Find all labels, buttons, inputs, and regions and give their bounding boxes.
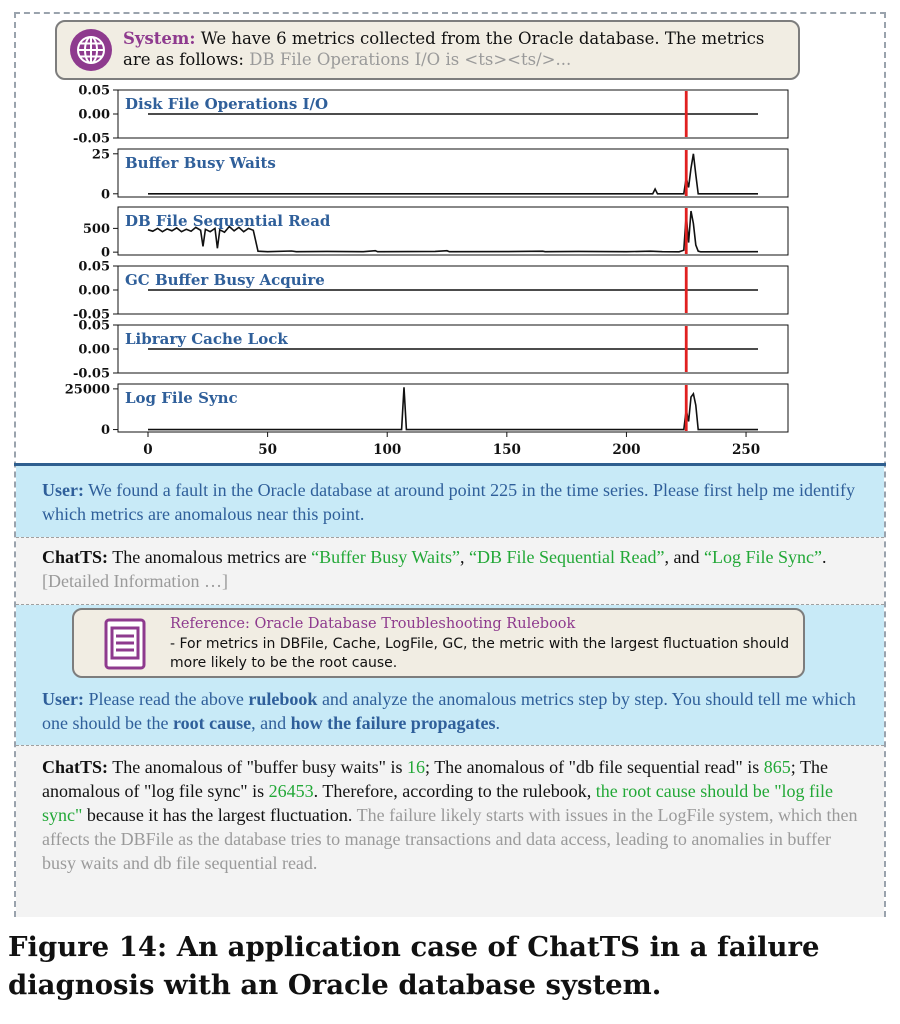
globe-icon <box>69 28 113 72</box>
book-icon <box>104 618 148 670</box>
chatts-text: The anomalous metrics are <box>112 547 312 567</box>
user-text: , and <box>251 713 291 733</box>
y-tick-label: 25 <box>91 147 110 163</box>
x-tick-label: 200 <box>612 442 641 458</box>
chatts-text: ; The anomalous of "log file sync" is <box>42 757 828 801</box>
x-tick-label: 250 <box>731 442 761 458</box>
y-tick-label: -0.05 <box>72 307 110 323</box>
anomalous-metric: “DB File Sequential Read” <box>469 547 665 567</box>
y-tick-label: 0.00 <box>78 107 110 123</box>
chatts-text: , <box>460 547 470 567</box>
y-tick-label: 0.05 <box>78 259 110 275</box>
panel-title: Disk File Operations I/O <box>125 95 329 113</box>
x-tick-label: 150 <box>492 442 521 458</box>
chatts-text: ; The anomalous of "db file sequential read" is <box>425 757 764 777</box>
user-label: User: <box>42 689 84 709</box>
y-tick-label: 0.05 <box>78 318 110 334</box>
panel-title: Log File Sync <box>125 389 238 407</box>
reference-bubble <box>72 608 805 678</box>
y-tick-label: 0.00 <box>78 283 110 299</box>
emphasis-root-cause: root cause <box>172 713 252 733</box>
chatts-message-1-block <box>16 537 884 605</box>
reference-body: - For metrics in DBFile, Cache, LogFile, GC, the metric with the largest fluctuation should more likely to be the root cause. <box>170 636 790 671</box>
user-label: User: <box>42 480 84 500</box>
user-message-1 <box>42 478 864 526</box>
anomalous-metric: “Log File Sync” <box>703 547 822 567</box>
metrics-chart <box>18 84 882 464</box>
user-message-1-text: We found a fault in the Oracle database at around point 225 in the time series. Please first help me identify which metrics are anomalous near this point. <box>42 480 855 524</box>
chatts-message-2 <box>42 755 864 875</box>
panel-title: Library Cache Lock <box>125 330 288 348</box>
chatts-label: ChatTS: <box>42 547 109 567</box>
y-tick-label: -0.05 <box>72 366 110 382</box>
chatts-text: , and <box>664 547 704 567</box>
chatts-text: because it has the largest fluctuation. <box>82 805 353 825</box>
panel-title: GC Buffer Busy Acquire <box>125 271 325 289</box>
y-tick-label: 0 <box>100 245 110 261</box>
y-tick-label: 500 <box>82 221 110 237</box>
system-message-text <box>123 28 788 70</box>
x-tick-label: 50 <box>258 442 278 458</box>
emphasis-propagation: how the failure propagates <box>290 713 496 733</box>
y-tick-label: 0.00 <box>78 342 110 358</box>
system-message-bubble <box>55 20 800 80</box>
y-tick-label: -0.05 <box>72 131 110 147</box>
propagation-explanation: The failure likely starts with issues in the LogFile system, which then affects the DBFile as the database tries to manage transactions and data access, leading to anomalies in buffer busy waits and db file sequential read. <box>42 805 858 873</box>
y-tick-label: 0 <box>100 423 110 439</box>
y-tick-label: 0 <box>100 187 110 203</box>
chatts-message-2-block <box>16 745 884 917</box>
x-tick-label: 100 <box>373 442 402 458</box>
anomaly-value: 16 <box>407 757 426 777</box>
anomaly-value: 865 <box>763 757 791 777</box>
system-text-grey: DB File Operations I/O is <ts><ts/>... <box>249 50 572 69</box>
user-message-1-block <box>16 466 884 537</box>
chatts-message-1 <box>42 545 864 593</box>
panel-title: DB File Sequential Read <box>125 212 331 230</box>
chatts-text: The anomalous of "buffer busy waits" is <box>112 757 408 777</box>
chatts-text: . <box>821 547 827 567</box>
anomaly-value: 26453 <box>268 781 314 801</box>
system-label: System: <box>123 29 196 48</box>
user-text: . <box>495 713 500 733</box>
user-text: Please read the above <box>88 689 249 709</box>
figure-caption: Figure 14: An application case of ChatTS in a failure diagnosis with an Oracle database system. <box>8 931 820 1001</box>
anomalous-metric: “Buffer Busy Waits” <box>311 547 461 567</box>
user-message-2 <box>42 687 864 735</box>
chatts-label: ChatTS: <box>42 757 109 777</box>
detailed-info: [Detailed Information …] <box>42 571 228 591</box>
user-text: and analyze the anomalous metrics step by step. You should tell me which one should be the <box>42 689 856 733</box>
y-tick-label: 25000 <box>64 382 110 398</box>
y-tick-label: 0.05 <box>78 84 110 99</box>
emphasis-rulebook: rulebook <box>248 689 318 709</box>
reference-title: Reference: Oracle Database Troubleshooting Rulebook <box>170 616 576 632</box>
x-tick-label: 0 <box>143 442 153 458</box>
panel-title: Buffer Busy Waits <box>125 154 276 172</box>
root-cause-statement: the root cause should be "log file sync" <box>42 781 834 825</box>
system-text-main: We have 6 metrics collected from the Oracle database. The metrics are as follows: <box>123 29 765 69</box>
chatts-text: . Therefore, according to the rulebook, <box>313 781 592 801</box>
